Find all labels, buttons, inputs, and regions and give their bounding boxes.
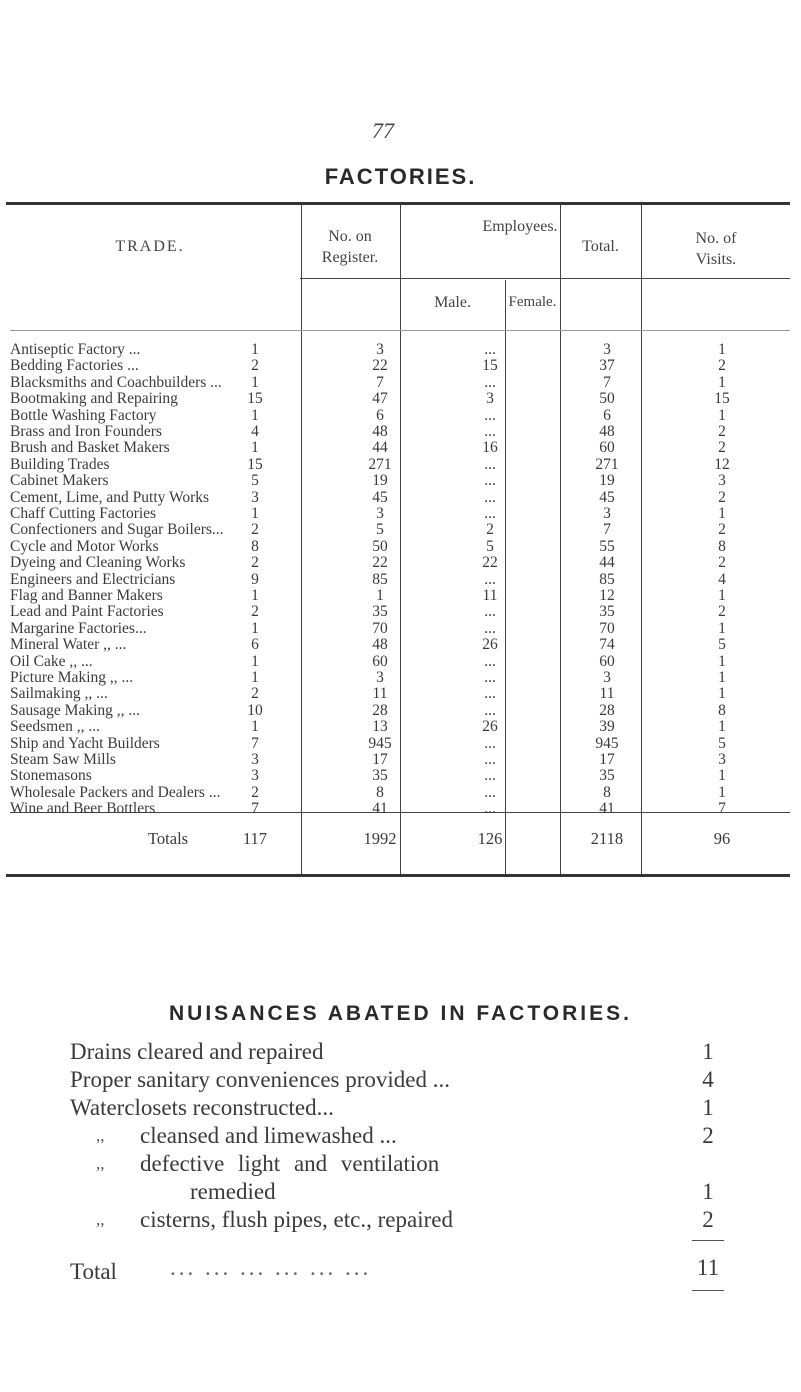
total-count: 41 — [599, 800, 615, 818]
totals-register: 117 — [242, 829, 268, 848]
header-total: Total. — [582, 238, 619, 255]
register-count: 3 — [251, 767, 259, 785]
header-female: Female. — [508, 294, 557, 310]
visits-count: 12 — [714, 455, 730, 473]
male-count: 5 — [376, 521, 384, 539]
header-rule-bottom — [10, 330, 790, 331]
register-count: 8 — [251, 537, 259, 555]
trade-name: Cement, Lime, and Putty Works — [10, 488, 210, 506]
total-count: 12 — [599, 587, 615, 604]
visits-count: 1 — [718, 341, 726, 358]
total-count: 8 — [603, 783, 611, 801]
header-employees: Employees. — [482, 218, 558, 235]
trade-name: Dyeing and Cleaning Works — [10, 554, 186, 572]
register-count: 2 — [251, 603, 259, 621]
trade-name: Engineers and Electricians — [10, 570, 176, 588]
total-count: 85 — [599, 570, 615, 588]
trade-name: Bootmaking and Repairing — [10, 390, 178, 408]
visits-count: 1 — [718, 652, 726, 670]
total-count: 3 — [603, 341, 611, 358]
register-count: 1 — [251, 406, 259, 424]
header-register-line2: Register. — [321, 249, 379, 266]
register-count: 2 — [251, 357, 259, 375]
visits-count: 2 — [718, 554, 726, 572]
sum-rule-bottom — [692, 1290, 724, 1291]
total-count: 945 — [595, 734, 619, 752]
female-count: ... — [484, 423, 496, 440]
register-count: 1 — [251, 373, 259, 391]
table-row — [10, 799, 790, 819]
male-count: 17 — [372, 751, 388, 768]
visits-count: 8 — [718, 537, 726, 555]
header-visits — [641, 228, 791, 270]
male-count: 3 — [376, 669, 384, 686]
trade-name: Cabinet Makers — [10, 472, 109, 490]
trade-name: Sausage Making ,, ... — [10, 701, 141, 719]
female-count: ... — [484, 783, 496, 801]
female-count: 11 — [482, 587, 498, 604]
nuisance-label: Proper sanitary conveniences provided ... — [70, 1067, 451, 1092]
visits-count: 1 — [718, 619, 726, 637]
register-count: 1 — [251, 505, 259, 522]
nuisance-label: cisterns, flush pipes, etc., repaired — [140, 1207, 453, 1232]
visits-count: 2 — [718, 423, 726, 440]
visits-count: 2 — [718, 357, 726, 375]
female-count: ... — [484, 488, 496, 506]
male-count: 3 — [376, 341, 384, 358]
trade-name: Blacksmiths and Coachbuilders ... — [10, 373, 222, 391]
male-count: 44 — [372, 439, 388, 457]
male-count: 85 — [372, 570, 388, 588]
trade-name: Mineral Water ,, ... — [10, 636, 127, 654]
header-visits-line1: No. of — [695, 230, 737, 247]
trade-name: Antiseptic Factory ... — [10, 341, 141, 358]
total-count: 45 — [599, 488, 615, 506]
male-count: 3 — [376, 505, 384, 522]
total-count: 19 — [599, 472, 615, 490]
male-count: 6 — [376, 406, 384, 424]
trade-name: Building Trades — [10, 455, 110, 473]
register-count: 15 — [247, 455, 263, 473]
trade-name: Bottle Washing Factory — [10, 406, 157, 424]
nuisance-label: Waterclosets reconstructed... — [70, 1095, 334, 1120]
male-count: 13 — [372, 718, 388, 736]
register-count: 5 — [251, 472, 259, 490]
male-count: 22 — [372, 357, 388, 375]
register-count: 2 — [251, 685, 259, 703]
total-count: 3 — [603, 669, 611, 686]
total-count: 48 — [599, 423, 615, 440]
register-count: 1 — [251, 669, 259, 686]
female-count: ... — [484, 505, 496, 522]
male-count: 41 — [372, 800, 388, 818]
female-count: ... — [484, 472, 496, 490]
trade-name: Sailmaking ,, ... — [10, 685, 108, 703]
totals-label: Totals — [148, 829, 189, 848]
trade-name: Seedsmen ,, ... — [10, 718, 100, 736]
register-count: 4 — [251, 423, 259, 440]
header-register-line1: No. on — [328, 228, 372, 245]
visits-count: 2 — [718, 439, 726, 457]
visits-count: 1 — [718, 718, 726, 736]
male-count: 945 — [368, 734, 392, 752]
trade-name: Brass and Iron Founders — [10, 423, 162, 440]
male-count: 47 — [372, 390, 388, 408]
male-count: 70 — [372, 619, 388, 637]
register-count: 1 — [251, 439, 259, 457]
sum-rule-top — [692, 1240, 724, 1241]
visits-count: 1 — [718, 406, 726, 424]
female-count: ... — [484, 652, 496, 670]
nuisance-total-leader: ... ... ... ... ... ... — [170, 1255, 372, 1280]
male-count: 28 — [372, 701, 388, 719]
female-count: ... — [484, 800, 496, 818]
trade-name: Lead and Paint Factories — [10, 603, 164, 621]
total-count: 28 — [599, 701, 615, 719]
male-count: 48 — [372, 636, 388, 654]
female-count: 26 — [482, 718, 498, 736]
table-top-rule — [6, 202, 790, 205]
male-count: 45 — [372, 488, 388, 506]
visits-count: 2 — [718, 488, 726, 506]
female-count: ... — [484, 734, 496, 752]
visits-count: 7 — [718, 800, 726, 818]
header-divider — [300, 278, 790, 279]
page-title: FACTORIES. — [324, 164, 477, 189]
register-count: 10 — [247, 701, 263, 719]
total-count: 35 — [599, 603, 615, 621]
female-count: ... — [484, 619, 496, 637]
male-count: 50 — [372, 537, 388, 555]
female-count: 15 — [482, 357, 498, 375]
register-count: 2 — [251, 554, 259, 572]
nuisance-total-label: Total — [70, 1259, 117, 1284]
total-count: 70 — [599, 619, 615, 637]
totals-total: 2118 — [590, 829, 624, 848]
female-count: ... — [484, 406, 496, 424]
register-count: 2 — [251, 521, 259, 539]
total-count: 11 — [599, 685, 615, 703]
total-count: 39 — [599, 718, 615, 736]
visits-count: 8 — [718, 701, 726, 719]
trade-name: Steam Saw Mills — [10, 751, 116, 768]
nuisance-value: 1 — [702, 1039, 714, 1064]
visits-count: 3 — [718, 751, 726, 768]
visits-count: 1 — [718, 373, 726, 391]
trade-name: Flag and Banner Makers — [10, 587, 163, 604]
register-count: 9 — [251, 570, 259, 588]
total-count: 7 — [603, 373, 611, 391]
male-count: 19 — [372, 472, 388, 490]
register-count: 1 — [251, 341, 259, 358]
male-count: 22 — [372, 554, 388, 572]
trade-name: Cycle and Motor Works — [10, 537, 159, 555]
male-count: 11 — [372, 685, 388, 703]
total-count: 35 — [599, 767, 615, 785]
nuisance-value: 2 — [702, 1207, 714, 1232]
register-count: 3 — [251, 488, 259, 506]
header-visits-line2: Visits. — [695, 251, 737, 268]
register-count: 1 — [251, 619, 259, 637]
female-count: ... — [484, 701, 496, 719]
nuisance-label: remedied — [190, 1179, 276, 1204]
header-male: Male. — [434, 294, 471, 311]
female-count: ... — [484, 603, 496, 621]
visits-count: 1 — [718, 685, 726, 703]
female-count: ... — [484, 373, 496, 391]
table-bottom-rule — [6, 874, 790, 877]
male-count: 1 — [376, 587, 384, 604]
trade-name: Chaff Cutting Factories — [10, 505, 157, 522]
female-count: 22 — [482, 554, 498, 572]
register-count: 7 — [251, 734, 259, 752]
visits-count: 1 — [718, 767, 726, 785]
register-count: 1 — [251, 652, 259, 670]
female-count: ... — [484, 685, 496, 703]
trade-name: Wine and Beer Bottlers — [10, 800, 156, 818]
visits-count: 5 — [718, 636, 726, 654]
total-count: 74 — [599, 636, 615, 654]
total-count: 3 — [603, 505, 611, 522]
page-number: 77 — [372, 118, 394, 143]
total-count: 55 — [599, 537, 615, 555]
female-count: ... — [484, 455, 496, 473]
register-count: 7 — [251, 800, 259, 818]
nuisance-value: 1 — [702, 1179, 714, 1204]
total-count: 7 — [603, 521, 611, 539]
nuisance-total-value: 11 — [696, 1255, 720, 1280]
female-count: 3 — [486, 390, 494, 408]
male-count: 271 — [368, 455, 392, 473]
total-count: 271 — [595, 455, 619, 473]
male-count: 35 — [372, 603, 388, 621]
male-count: 60 — [372, 652, 388, 670]
trade-name: Stonemasons — [10, 767, 92, 785]
ditto-mark: ,, — [96, 1154, 105, 1173]
total-count: 17 — [599, 751, 615, 768]
trade-name: Picture Making ,, ... — [10, 669, 134, 686]
trade-name: Brush and Basket Makers — [10, 439, 170, 457]
trade-name: Oil Cake ,, ... — [10, 652, 93, 670]
totals-male: 1992 — [363, 829, 397, 848]
total-count: 6 — [603, 406, 611, 424]
nuisance-value: 1 — [702, 1095, 714, 1120]
total-count: 50 — [599, 390, 615, 408]
visits-count: 4 — [718, 570, 726, 588]
header-register — [300, 226, 400, 268]
total-count: 60 — [599, 652, 615, 670]
male-count: 8 — [376, 783, 384, 801]
totals-visits: 96 — [713, 829, 731, 848]
visits-count: 15 — [714, 390, 730, 408]
totals-female: 126 — [477, 829, 503, 848]
visits-count: 1 — [718, 587, 726, 604]
nuisance-value: 2 — [702, 1123, 714, 1148]
trade-name: Confectioners and Sugar Boilers... — [10, 521, 224, 539]
nuisance-label: Drains cleared and repaired — [70, 1039, 324, 1064]
trade-name: Bedding Factories ... — [10, 357, 139, 375]
male-count: 48 — [372, 423, 388, 440]
trade-name: Ship and Yacht Builders — [10, 734, 160, 752]
visits-count: 1 — [718, 783, 726, 801]
register-count: 6 — [251, 636, 259, 654]
female-count: 2 — [486, 521, 494, 539]
register-count: 1 — [251, 587, 259, 604]
register-count: 15 — [247, 390, 263, 408]
header-trade: TRADE. — [115, 238, 185, 255]
register-count: 3 — [251, 751, 259, 768]
register-count: 2 — [251, 783, 259, 801]
visits-count: 1 — [718, 669, 726, 686]
female-count: ... — [484, 767, 496, 785]
visits-count: 1 — [718, 505, 726, 522]
male-count: 7 — [376, 373, 384, 391]
female-count: 5 — [486, 537, 494, 555]
visits-count: 3 — [718, 472, 726, 490]
female-count: ... — [484, 570, 496, 588]
nuisance-label: defective light and ventilation — [140, 1151, 440, 1176]
section-title: NUISANCES ABATED IN FACTORIES. — [169, 1002, 632, 1025]
female-count: ... — [484, 751, 496, 768]
ditto-mark: ,, — [96, 1126, 105, 1145]
trade-name: Margarine Factories... — [10, 619, 147, 637]
ditto-mark: ,, — [96, 1210, 105, 1229]
total-count: 37 — [599, 357, 615, 375]
female-count: 26 — [482, 636, 498, 654]
male-count: 35 — [372, 767, 388, 785]
nuisance-value: 4 — [702, 1067, 714, 1092]
total-count: 60 — [599, 439, 615, 457]
trade-name: Wholesale Packers and Dealers ... — [10, 783, 221, 801]
nuisance-label: cleansed and limewashed ... — [140, 1123, 397, 1148]
visits-count: 5 — [718, 734, 726, 752]
female-count: 16 — [482, 439, 498, 457]
total-count: 44 — [599, 554, 615, 572]
register-count: 1 — [251, 718, 259, 736]
visits-count: 2 — [718, 603, 726, 621]
visits-count: 2 — [718, 521, 726, 539]
female-count: ... — [484, 341, 496, 358]
female-count: ... — [484, 669, 496, 686]
